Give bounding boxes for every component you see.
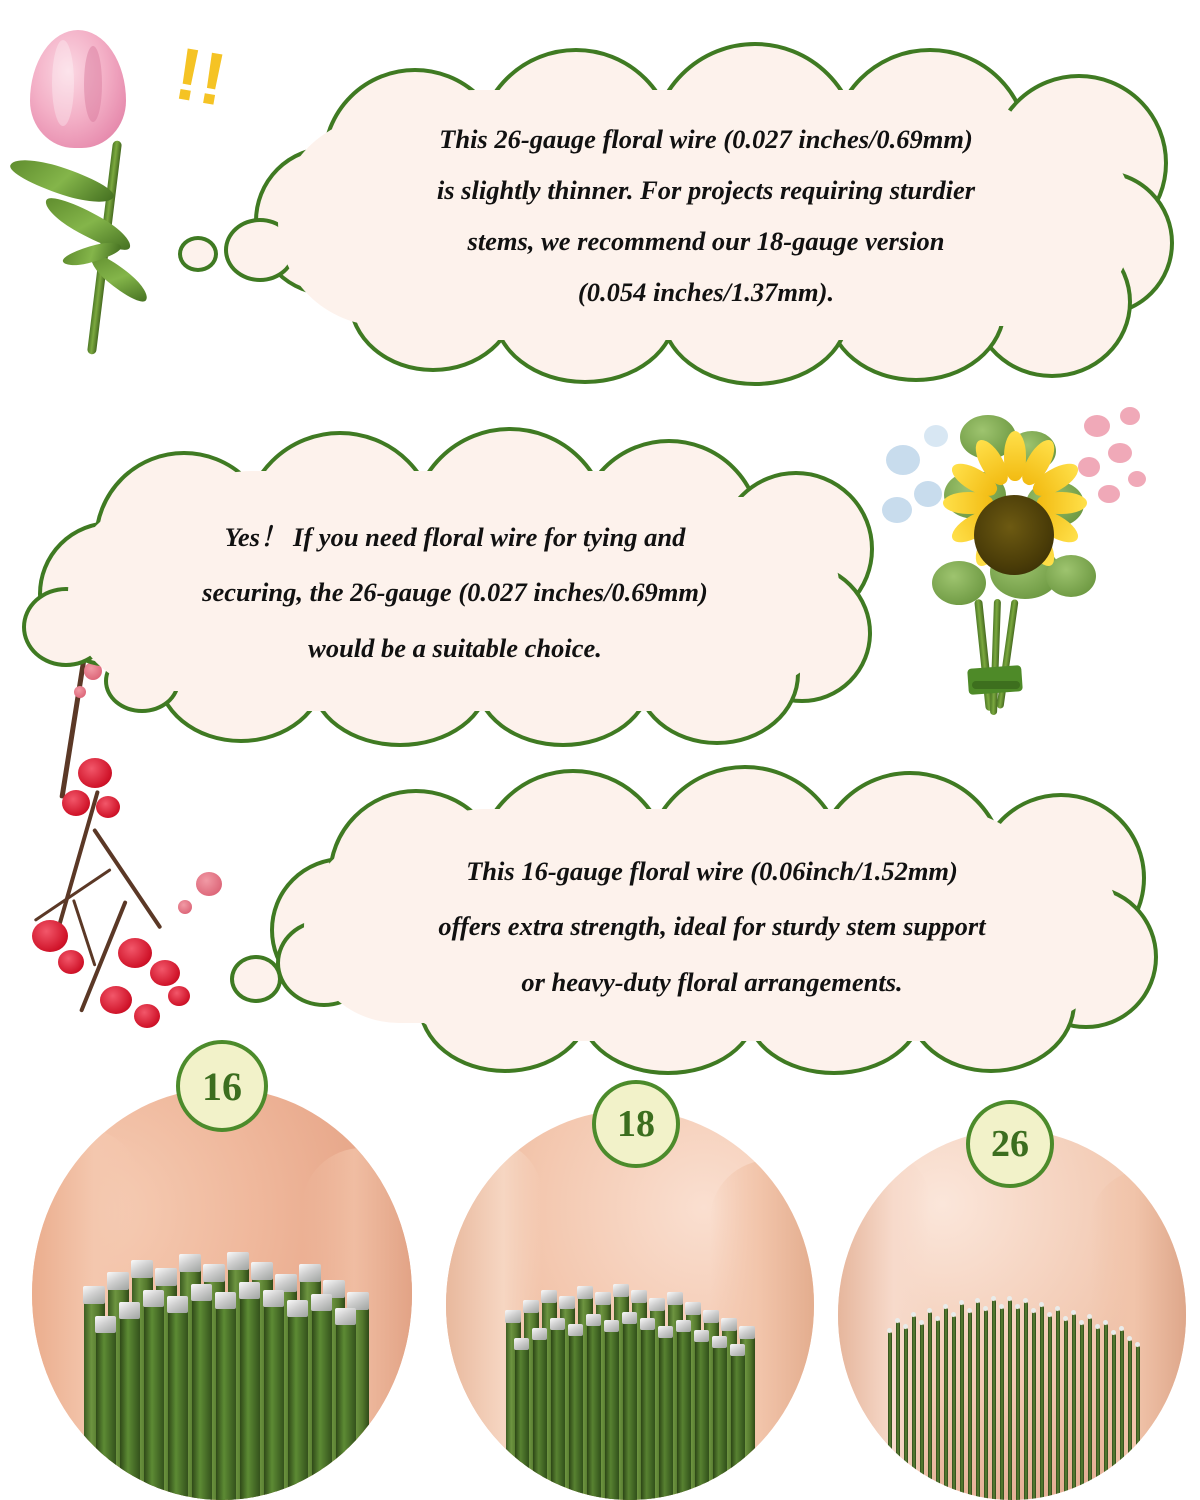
tulip-flower [30, 30, 126, 148]
bubble-16-gauge-strength [258, 775, 1168, 1075]
gauge-badge-26: 26 [966, 1100, 1054, 1188]
gauge-badge-18: 18 [592, 1080, 680, 1168]
wire-bundle-18-icon [502, 1260, 770, 1500]
gauge-badge-16: 16 [176, 1040, 268, 1132]
bubble-tying-securing [28, 435, 890, 745]
wire-bundle-16-icon [78, 1228, 384, 1500]
wire-bundle-16-photo [32, 1088, 412, 1500]
stem-binding [967, 665, 1023, 695]
sunflower-head [936, 457, 1092, 613]
wire-bundle-18-photo [446, 1110, 814, 1500]
bubble-16-gauge-strength-text: This 16-gauge floral wire (0.06inch/1.52mm) offers extra strength, ideal for sturdy stem support or heavy-duty floral arrangements. [438, 855, 986, 997]
bubble-26-gauge-thinner-text: This 26-gauge floral wire (0.027 inches/0.69mm) is slightly thinner. For projects requiring sturdier stems, we recommend our 18-gauge version (0.054 inches/1.37mm). [436, 124, 976, 307]
bubble-tying-securing-text: Yes！ If you need floral wire for tying and securing, the 26-gauge (0.027 inches/0.69mm) would be a suitable choice. [202, 521, 708, 663]
bubble-26-gauge-thinner [230, 50, 1180, 380]
wire-bundle-26-icon [884, 1260, 1146, 1500]
exclamation-marks-icon: !! [169, 31, 233, 122]
